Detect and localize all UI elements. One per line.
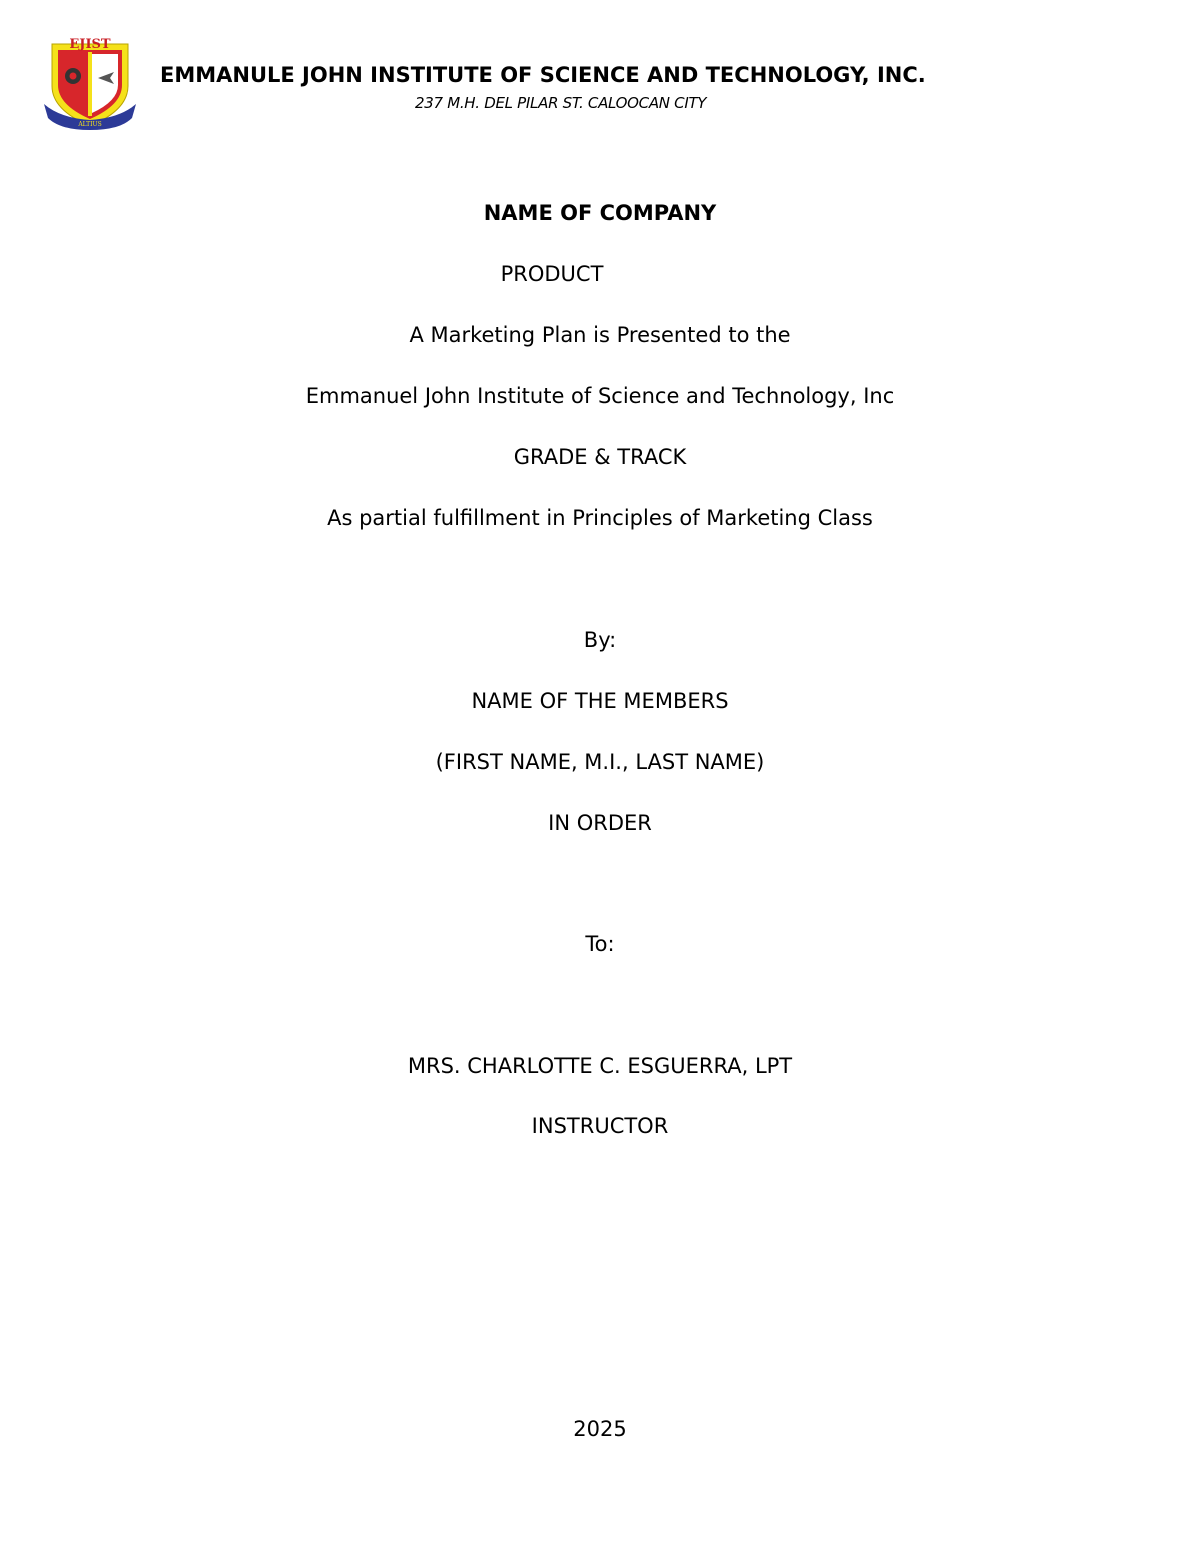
by-label: By: [583, 628, 617, 652]
grade-track: GRADE & TRACK [513, 445, 687, 469]
presented-line: A Marketing Plan is Presented to the [409, 323, 791, 347]
to-label: To: [585, 932, 615, 956]
institution-name: EMMANULE JOHN INSTITUTE OF SCIENCE AND TECHNOLOGY, INC. [160, 63, 926, 87]
members-order: IN ORDER [548, 811, 652, 835]
members-format: (FIRST NAME, M.I., LAST NAME) [435, 750, 765, 774]
institution-address: 237 M.H. DEL PILAR ST. CALOOCAN CITY [415, 94, 707, 112]
company-name: NAME OF COMPANY [483, 201, 717, 225]
school-logo [40, 34, 140, 132]
instructor-title: INSTRUCTOR [531, 1114, 669, 1138]
year: 2025 [573, 1417, 627, 1441]
fulfillment-line: As partial fulfillment in Principles of Marketing Class [327, 506, 873, 530]
logo-banner-text: ALTIUS [78, 121, 102, 128]
product-name: PRODUCT [500, 262, 604, 286]
members-title: NAME OF THE MEMBERS [471, 689, 729, 713]
logo-top-text: EJIST [69, 37, 111, 52]
institution-full-name: Emmanuel John Institute of Science and Technology, Inc [305, 384, 895, 408]
instructor-name: MRS. CHARLOTTE C. ESGUERRA, LPT [407, 1054, 793, 1078]
